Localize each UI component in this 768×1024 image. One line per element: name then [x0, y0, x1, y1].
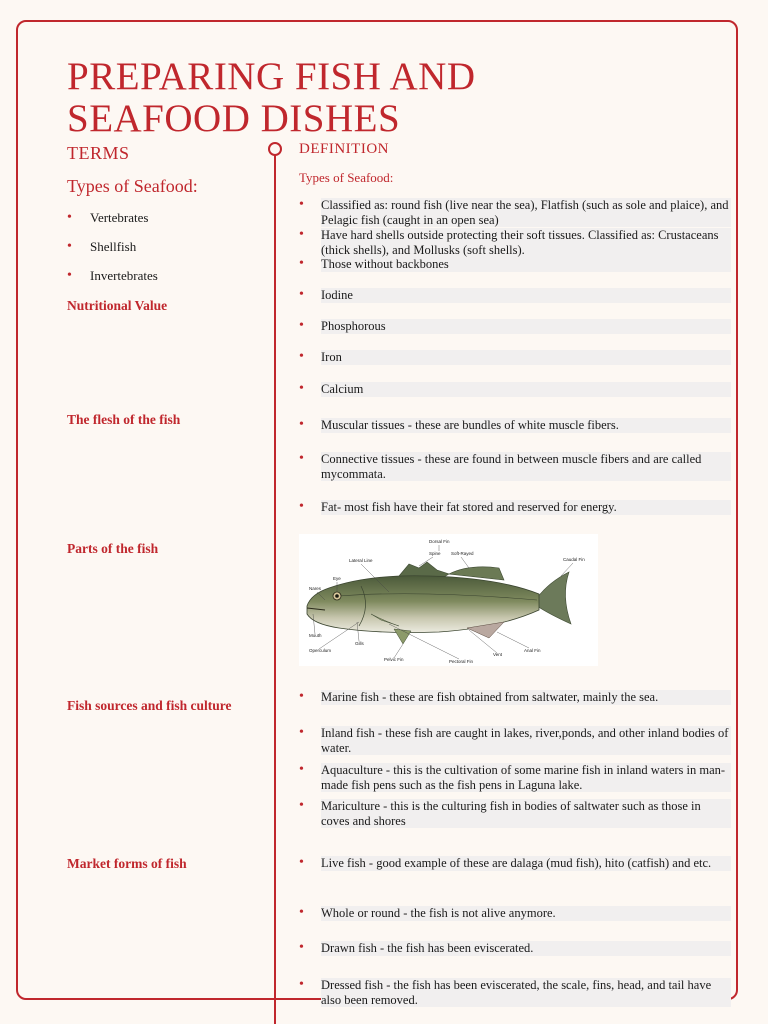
fish-illustration [299, 534, 598, 666]
types-term: Types of Seafood: [67, 176, 198, 196]
timeline-node [268, 142, 282, 156]
definition-item: • Dressed fish - the fish has been eviscerated, the scale, fins, head, and tail have also been removed. [299, 978, 731, 1007]
label-operculum: Operculum [309, 648, 332, 653]
definition-item: • Calcium [299, 382, 731, 397]
definition-item: • Mariculture - this is the culturing fish in bodies of saltwater such as those in coves and shores [299, 799, 731, 828]
fish-anatomy-diagram [299, 534, 598, 666]
label-dorsal-fin: Dorsal Fin [429, 539, 450, 544]
nutrition-term: Nutritional Value [67, 298, 168, 313]
tail-fin [537, 572, 571, 624]
types-definition-label: Types of Seafood: [299, 170, 394, 185]
label-spine: Spine [429, 551, 441, 556]
timeline-divider [274, 150, 276, 1024]
list-item: • Vertebrates [67, 210, 148, 226]
label-eye: Eye [333, 576, 341, 581]
sources-term: Fish sources and fish culture [67, 698, 232, 713]
label-soft-rayed: Soft-Rayed [451, 551, 474, 556]
definition-item: • Phosphorous [299, 319, 731, 334]
flesh-term: The flesh of the fish [67, 412, 181, 427]
fish-body [307, 576, 539, 633]
label-mouth: Mouth [309, 633, 322, 638]
definition-item: • Fat- most fish have their fat stored and reserved for energy. [299, 500, 731, 515]
pelvic-fin [394, 629, 411, 644]
definition-item: • Have hard shells outside protecting their soft tissues. Classified as: Crustaceans (thick shells), and Mollusks (soft shells). [299, 228, 731, 257]
definition-item: • Connective tissues - these are found in between muscle fibers and are called mycommata. [299, 452, 731, 481]
definition-item: • Aquaculture - this is the cultivation of some marine fish in inland waters in man-made fish pens such as the fish pens in Laguna lake. [299, 763, 731, 792]
page-title: PREPARING FISH AND SEAFOOD DISHES [67, 55, 476, 140]
definition-item: • Live fish - good example of these are dalaga (mud fish), hito (catfish) and etc. [299, 856, 731, 871]
label-pelvic-fin: Pelvic Fin [384, 657, 404, 662]
label-anal-fin: Anal Fin [524, 648, 541, 653]
label-lateral-line: Lateral Line [349, 558, 373, 563]
parts-term: Parts of the fish [67, 541, 159, 556]
definition-header: DEFINITION [299, 141, 389, 157]
list-item: • Shellfish [67, 239, 136, 255]
definition-item: • Whole or round - the fish is not alive anymore. [299, 906, 731, 921]
definition-item: • Iodine [299, 288, 731, 303]
definition-item: • Classified as: round fish (live near the sea), Flatfish (such as sole and plaice), and Pelagic fish (caught in an open sea) [299, 198, 731, 227]
definition-item: • Marine fish - these are fish obtained from saltwater, mainly the sea. [299, 690, 731, 705]
label-gills: Gills [355, 641, 364, 646]
market-term: Market forms of fish [67, 856, 187, 871]
definition-item: • Drawn fish - the fish has been eviscerated. [299, 941, 731, 956]
label-nares: Nares [309, 586, 322, 591]
definition-item: • Muscular tissues - these are bundles of white muscle fibers. [299, 418, 731, 433]
list-item: • Invertebrates [67, 268, 158, 284]
label-caudal-fin: Caudal Fin [563, 557, 585, 562]
definition-item: • Inland fish - these fish are caught in lakes, river,ponds, and other inland bodies of water. [299, 726, 731, 755]
definition-item: • Those without backbones [299, 257, 731, 272]
label-pectoral-fin: Pectoral Fin [449, 659, 474, 664]
label-vent: Vent [493, 652, 503, 657]
definition-item: • Iron [299, 350, 731, 365]
pupil [335, 594, 339, 598]
terms-header: TERMS [67, 143, 130, 163]
